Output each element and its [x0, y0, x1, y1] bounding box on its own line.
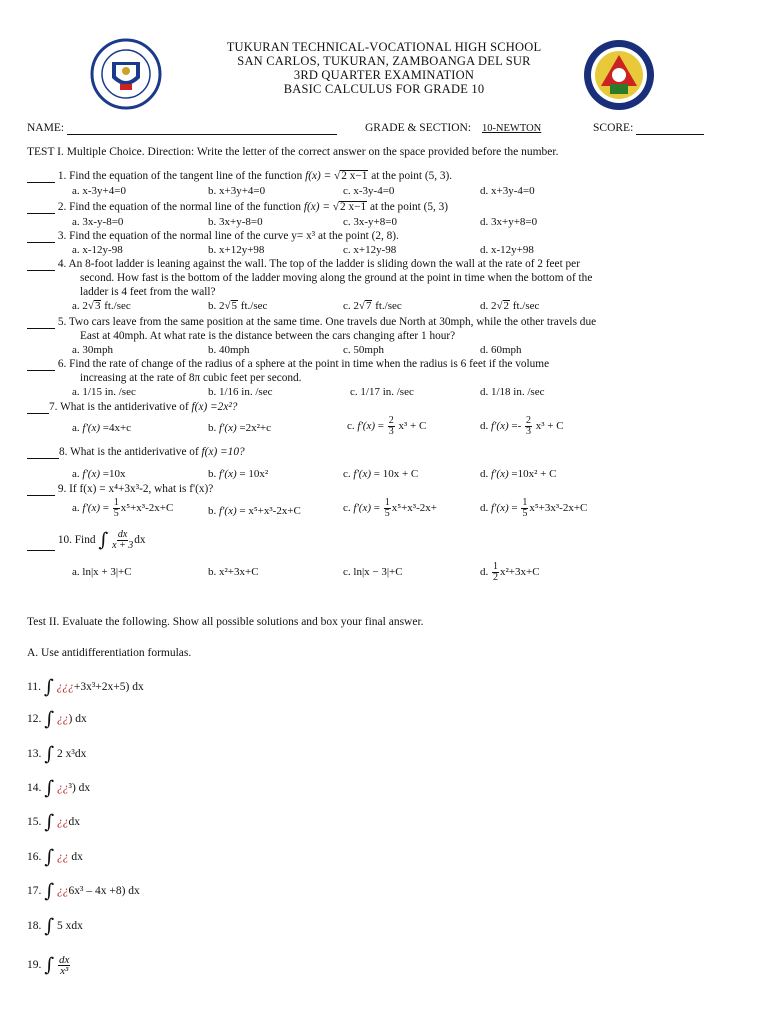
q2-option-c: c. 3x-y+8=0 [343, 216, 397, 228]
name-label: NAME: [27, 122, 65, 134]
q5-option-b: b. 40mph [208, 344, 250, 356]
integral-sign: ∫ [44, 811, 55, 833]
q2: 2. Find the equation of the normal line of the function f(x) = √2 x−1 at the point (5, 3) [27, 201, 448, 214]
q5-option-a: a. 30mph [72, 344, 113, 356]
q9-option-a: a. f'(x) = $\frac{1}{5}$ x⁵+x³-2x+C [72, 497, 174, 519]
q9-option-c: c. f'(x) = $\frac{1}{5}$ x⁵+x³-2x+ [343, 497, 437, 519]
q3: 3. Find the equation of the normal line of the curve y= x³ at the point (2, 8). [27, 230, 399, 243]
exam-title: 3RD QUARTER EXAMINATION [293, 68, 475, 82]
q5-option-d: d. 60mph [480, 344, 522, 356]
name-line [27, 122, 337, 135]
subject-title: BASIC CALCULUS FOR GRADE 10 [283, 82, 485, 96]
answer-blank[interactable] [27, 550, 55, 551]
q9-option-d: d. f'(x) = $\frac{1}{5}$ x⁵+3x³-2x+C [480, 497, 588, 519]
q7-option-a: a. f'(x) =4x+c [72, 422, 132, 434]
integral-sign: ∫ [44, 708, 55, 730]
answer-blank[interactable] [27, 213, 55, 214]
q6-option-c: c. 1/17 in. /sec [350, 386, 414, 398]
test2-item: 15. ∫ ¿¿dx [27, 811, 81, 833]
q4: 4. An 8-foot ladder is leaning against the wall. The top of the ladder is sliding down the wall at the rate of 2 feet per [27, 258, 580, 271]
test2-item: 12. ∫ ¿¿) dx [27, 708, 87, 730]
score-line [593, 122, 704, 135]
q7-option-c: c. f'(x) = $\frac{2}{3}$ x³ + C [347, 415, 427, 437]
q7-option-b: b. f'(x) =2x²+c [208, 422, 271, 434]
q3-option-d: d. x-12y+98 [480, 244, 534, 256]
q10-option-d: d. $\frac{1}{2}$ x²+3x+C [480, 561, 540, 583]
score-label: SCORE: [593, 122, 634, 134]
test2-item: 14. ∫ ¿¿³) dx [27, 777, 91, 799]
q4-option-b: b. 2√5 ft./sec [208, 300, 268, 312]
answer-blank[interactable] [27, 242, 55, 243]
integral-sign: ∫ [44, 880, 55, 902]
answer-blank[interactable] [27, 413, 49, 414]
test2-part-a: A. Use antidifferentiation formulas. [27, 647, 192, 659]
q10-option-c: c. ln|x − 3|+C [343, 566, 403, 578]
grade-line [365, 122, 541, 135]
q2-option-a: a. 3x-y-8=0 [72, 216, 124, 228]
test2-item: 13. ∫ 2 x³dx [27, 743, 87, 765]
q5: 5. Two cars leave from the same position at the same time. One travels due North at 30mph, while the other travels due [27, 316, 596, 329]
section-value: 10-NEWTON [481, 123, 542, 134]
q10: 10. Find ∫ $\frac{dx}{x + 3}$ dx [27, 530, 146, 551]
q6-option-a: a. 1/15 in. /sec [72, 386, 136, 398]
q4-line2: second. How fast is the bottom of the ladder moving along the ground at the point in time when the bottom of the [80, 272, 593, 284]
score-blank[interactable] [636, 134, 704, 135]
test2-title: Test II. Evaluate the following. Show all possible solutions and box your final answer. [27, 616, 424, 628]
test2-item: 11. ∫ ¿¿¿+3x³+2x+5) dx [27, 676, 144, 698]
q6-option-b: b. 1/16 in. /sec [208, 386, 273, 398]
q9: 9. If f(x) = x⁴+3x³-2, what is f'(x)? [27, 483, 213, 496]
q8-option-c: c. f'(x) = 10x + C [343, 468, 419, 480]
answer-blank[interactable] [27, 458, 59, 459]
q6-line2: increasing at the rate of 8π cubic feet per second. [80, 372, 302, 384]
q3-option-b: b. x+12y+98 [208, 244, 265, 256]
q4-option-a: a. 2√3 ft./sec [72, 300, 131, 312]
q3-option-a: a. x-12y-98 [72, 244, 123, 256]
q5-option-c: c. 50mph [343, 344, 384, 356]
q6-option-d: d. 1/18 in. /sec [480, 386, 545, 398]
q2-option-d: d. 3x+y+8=0 [480, 216, 538, 228]
q6: 6. Find the rate of change of the radius of a sphere at the point in time when the radius is 6 feet if the volume [27, 358, 549, 371]
q8-option-a: a. f'(x) =10x [72, 468, 126, 480]
test2-item: 19. ∫ $\frac{dx}{\text{x³}}$ [27, 954, 70, 977]
q10-option-b: b. x²+3x+C [208, 566, 259, 578]
integral-sign: ∫ [43, 676, 54, 698]
answer-blank[interactable] [27, 495, 55, 496]
q5-line2: East at 40mph. At what rate is the distance between the cars changing after 1 hour? [80, 330, 456, 342]
integral-sign: ∫ [44, 743, 55, 765]
q4-option-d: d. 2√2 ft./sec [480, 300, 540, 312]
q4-line3: ladder is 4 feet from the wall? [80, 286, 216, 298]
test2-item: 16. ∫ ¿¿ dx [27, 846, 83, 868]
answer-blank[interactable] [27, 270, 55, 271]
q1-option-c: c. x-3y-4=0 [343, 185, 395, 197]
integral-sign: ∫ [44, 777, 55, 799]
answer-blank[interactable] [27, 328, 55, 329]
q2-option-b: b. 3x+y-8=0 [208, 216, 263, 228]
integral-sign: ∫ [44, 915, 55, 937]
q1: 1. Find the equation of the tangent line of the function f(x) = √2 x−1 at the point (5, 3). [27, 170, 452, 183]
q8-option-b: b. f'(x) = 10x² [208, 468, 269, 480]
test1-direction: TEST I. Multiple Choice. Direction: Write the letter of the correct answer on the space provided before the number. [27, 146, 559, 158]
school-name: TUKURAN TECHNICAL-VOCATIONAL HIGH SCHOOL [226, 40, 542, 54]
q1-option-b: b. x+3y+4=0 [208, 185, 266, 197]
q8: 8. What is the antiderivative of f(x) =10? [27, 446, 245, 459]
test2-item: 18. ∫ 5 xdx [27, 915, 83, 937]
q10-option-a: a. ln|x + 3|+C [72, 566, 132, 578]
q7-option-d: d. f'(x) =- $\frac{2}{3}$ x³ + C [480, 415, 564, 437]
q8-option-d: d. f'(x) =10x² + C [480, 468, 557, 480]
q1-option-a: a. x-3y+4=0 [72, 185, 126, 197]
grade-label: GRADE & SECTION: [365, 122, 472, 134]
q1-option-d: d. x+3y-4=0 [480, 185, 535, 197]
answer-blank[interactable] [27, 370, 55, 371]
q4-option-c: c. 2√7 ft./sec [343, 300, 402, 312]
school-address: SAN CARLOS, TUKURAN, ZAMBOANGA DEL SUR [237, 54, 531, 68]
q9-option-b: b. f'(x) = x⁵+x³-2x+C [208, 505, 301, 517]
q3-option-c: c. x+12y-98 [343, 244, 397, 256]
answer-blank[interactable] [27, 182, 55, 183]
integral-sign: ∫ [44, 954, 55, 977]
integral-sign: ∫ [44, 846, 55, 868]
integral-sign: ∫ [98, 529, 109, 552]
test2-item: 17. ∫ ¿¿6x³ – 4x +8) dx [27, 880, 140, 902]
q7: 7. What is the antiderivative of f(x) =2x²? [27, 401, 237, 414]
name-blank[interactable] [67, 134, 337, 135]
